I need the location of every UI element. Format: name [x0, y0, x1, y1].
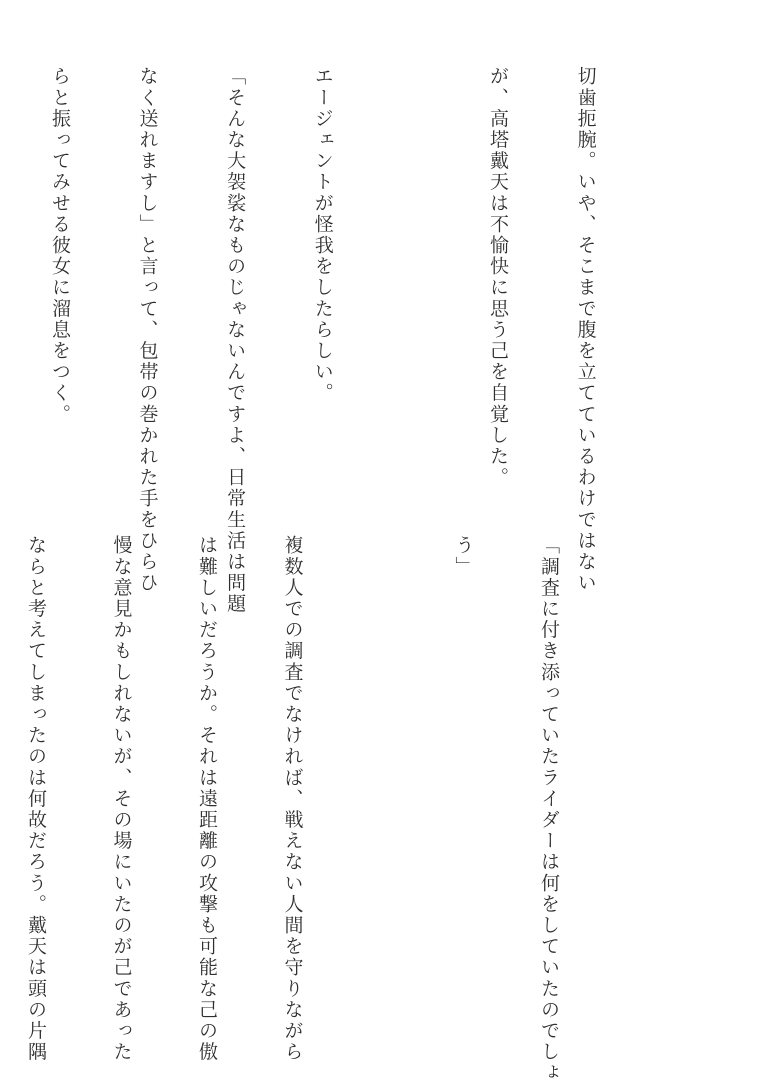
- text-line: なく送れますし」と言って、包帯の巻かれた手をひらひ: [136, 66, 159, 594]
- text-block-bottom: [0, 535, 620, 1084]
- text-line: らと振ってみせる彼女に溜息をつく。: [48, 66, 71, 425]
- text-line: ならと考えてしまったのは何故だろう。戴天は頭の片隅: [25, 535, 47, 1063]
- text-line: 切歯扼腕。いや、そこまで腹を立てているわけではない: [574, 66, 597, 594]
- text-line: 複数人での調査でなければ、戦えない人間を守りながら: [281, 535, 304, 1063]
- text-line: が、高塔戴天は不愉快に思う己を自覚した。: [486, 66, 509, 488]
- text-line: う」: [452, 535, 475, 578]
- blank-line: [364, 535, 393, 965]
- text-line: 「調査に付き添っていたライダーは何をしていたのでしょ: [538, 535, 560, 1084]
- text-line: エージェントが怪我をしたらしい。: [311, 66, 334, 404]
- text-line: 慢な意見かもしれないが、その場にいたのが己であった: [110, 535, 133, 1063]
- text-line: は難しいだろうか。それは遠距離の攻撃も可能な己の傲: [196, 535, 218, 1063]
- blank-line: [395, 66, 424, 496]
- text-line: 「そんな大袈裟なものじゃないんですよ、日常生活は問題: [224, 66, 247, 615]
- text-block-top: [0, 66, 658, 615]
